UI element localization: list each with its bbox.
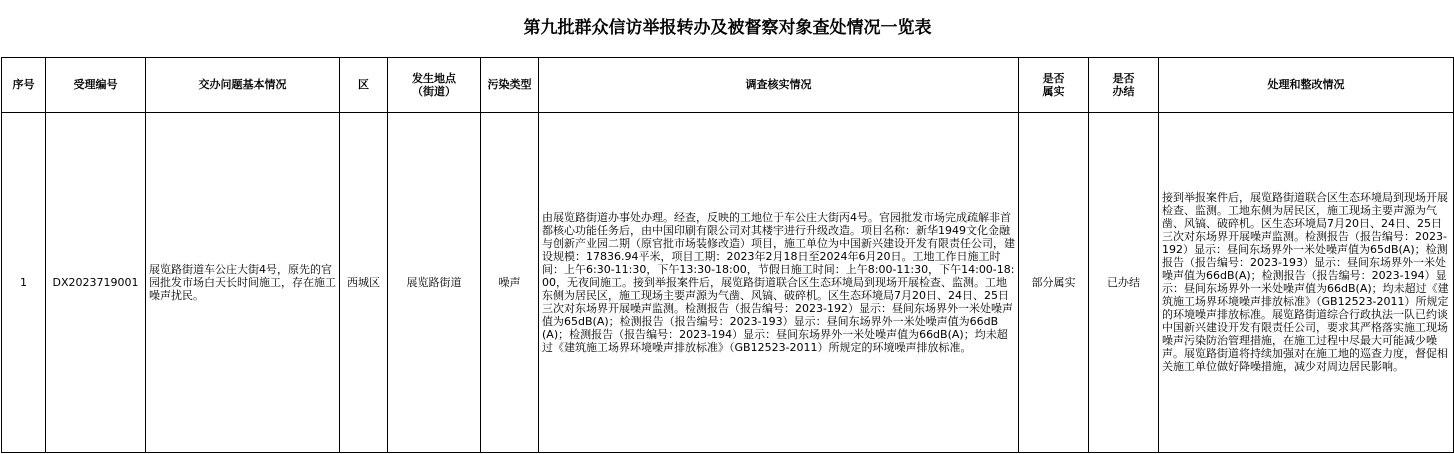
cell-district: 西城区: [340, 112, 388, 452]
report-table: [1, 0, 1454, 453]
cell-case-id: DX2023719001: [46, 112, 146, 452]
header-investigation: 调查核实情况: [539, 57, 1019, 112]
header-is-true: 是否 属实: [1019, 57, 1089, 112]
header-district: 区: [340, 57, 388, 112]
cell-location: 展览路街道: [388, 112, 481, 452]
cell-is-closed: 已办结: [1089, 112, 1159, 452]
header-handling: 处理和整改情况: [1159, 57, 1454, 112]
header-pollution-type: 污染类型: [481, 57, 539, 112]
header-index: 序号: [2, 57, 46, 112]
header-location: 发生地点 （街道）: [388, 57, 481, 112]
cell-issue: 展览路街道车公庄大街4号，原先的官园批发市场白天长时间施工，存在施工噪声扰民。: [146, 112, 340, 452]
table-header-row: [2, 57, 1454, 112]
cell-investigation: 由展览路街道办事处办理。经查，反映的工地位于车公庄大街丙4号。官园批发市场完成疏解非首都核心功能任务后，由中国印刷有限公司对其楼宇进行升级改造。项目名称：新华1949文化金融与创新产业园二期（原官批市场装修改造）项目，施工单位为中国新兴建设开发有限责任公司，建设规模：17836.94平米，项目工期：2023年2月18日至2024年6月20日。工地工作日施工时间：上午6:30-11:30，下午13:30-18:00，节假日施工时间：上午8:00-11:30，下午14:00-18:00，无夜间施工。接到举报案件后，展览路街道联合区生态环境局到现场开展检查、监测。工地东侧为居民区，施工现场主要声源为气凿、风镐、破碎机。区生态环境局7月20日、24日、25日三次对东场界开展噪声监测。检测报告（报告编号：2023-192）显示：昼间东场界外一米处噪声值为65dB(A)；检测报告（报告编号：2023-193）显示：昼间东场界外一米处噪声值为66dB(A)；检测报告（报告编号：2023-194）显示：昼间东场界外一米处噪声值为66dB(A)；均未超过《建筑施工场界环境噪声排放标准》（GB12523-2011）所规定的环境噪声排放标准。: [539, 112, 1019, 452]
cell-is-true: 部分属实: [1019, 112, 1089, 452]
page-title: 第九批群众信访举报转办及被督察对象查处情况一览表: [2, 0, 1454, 57]
cell-handling: 接到举报案件后，展览路街道联合区生态环境局到现场开展检查、监测。工地东侧为居民区，施工现场主要声源为气凿、风镐、破碎机。区生态环境局7月20日、24日、25日三次对东场界开展噪声监测。检测报告（报告编号：2023-192）显示：昼间东场界外一米处噪声值为65dB(A)；检测报告（报告编号：2023-193）显示：昼间东场界外一米处噪声值为66dB(A)；检测报告（报告编号：2023-194）显示：昼间东场界外一米处噪声值为66dB(A)；均未超过《建筑施工场界环境噪声排放标准》（GB12523-2011）所规定的环境噪声排放标准。展览路街道综合行政执法一队已约谈中国新兴建设开发有限责任公司，要求其严格落实施工现场噪声污染防治管理措施，在施工过程中尽最大可能减少噪声。展览路街道将持续加强对在施工地的巡查力度，督促相关施工单位做好降噪措施，减少对周边居民影响。: [1159, 112, 1454, 452]
header-issue: 交办问题基本情况: [146, 57, 340, 112]
table-row: [2, 112, 1454, 452]
header-is-closed: 是否 办结: [1089, 57, 1159, 112]
header-case-id: 受理编号: [46, 57, 146, 112]
cell-index: 1: [2, 112, 46, 452]
cell-pollution-type: 噪声: [481, 112, 539, 452]
